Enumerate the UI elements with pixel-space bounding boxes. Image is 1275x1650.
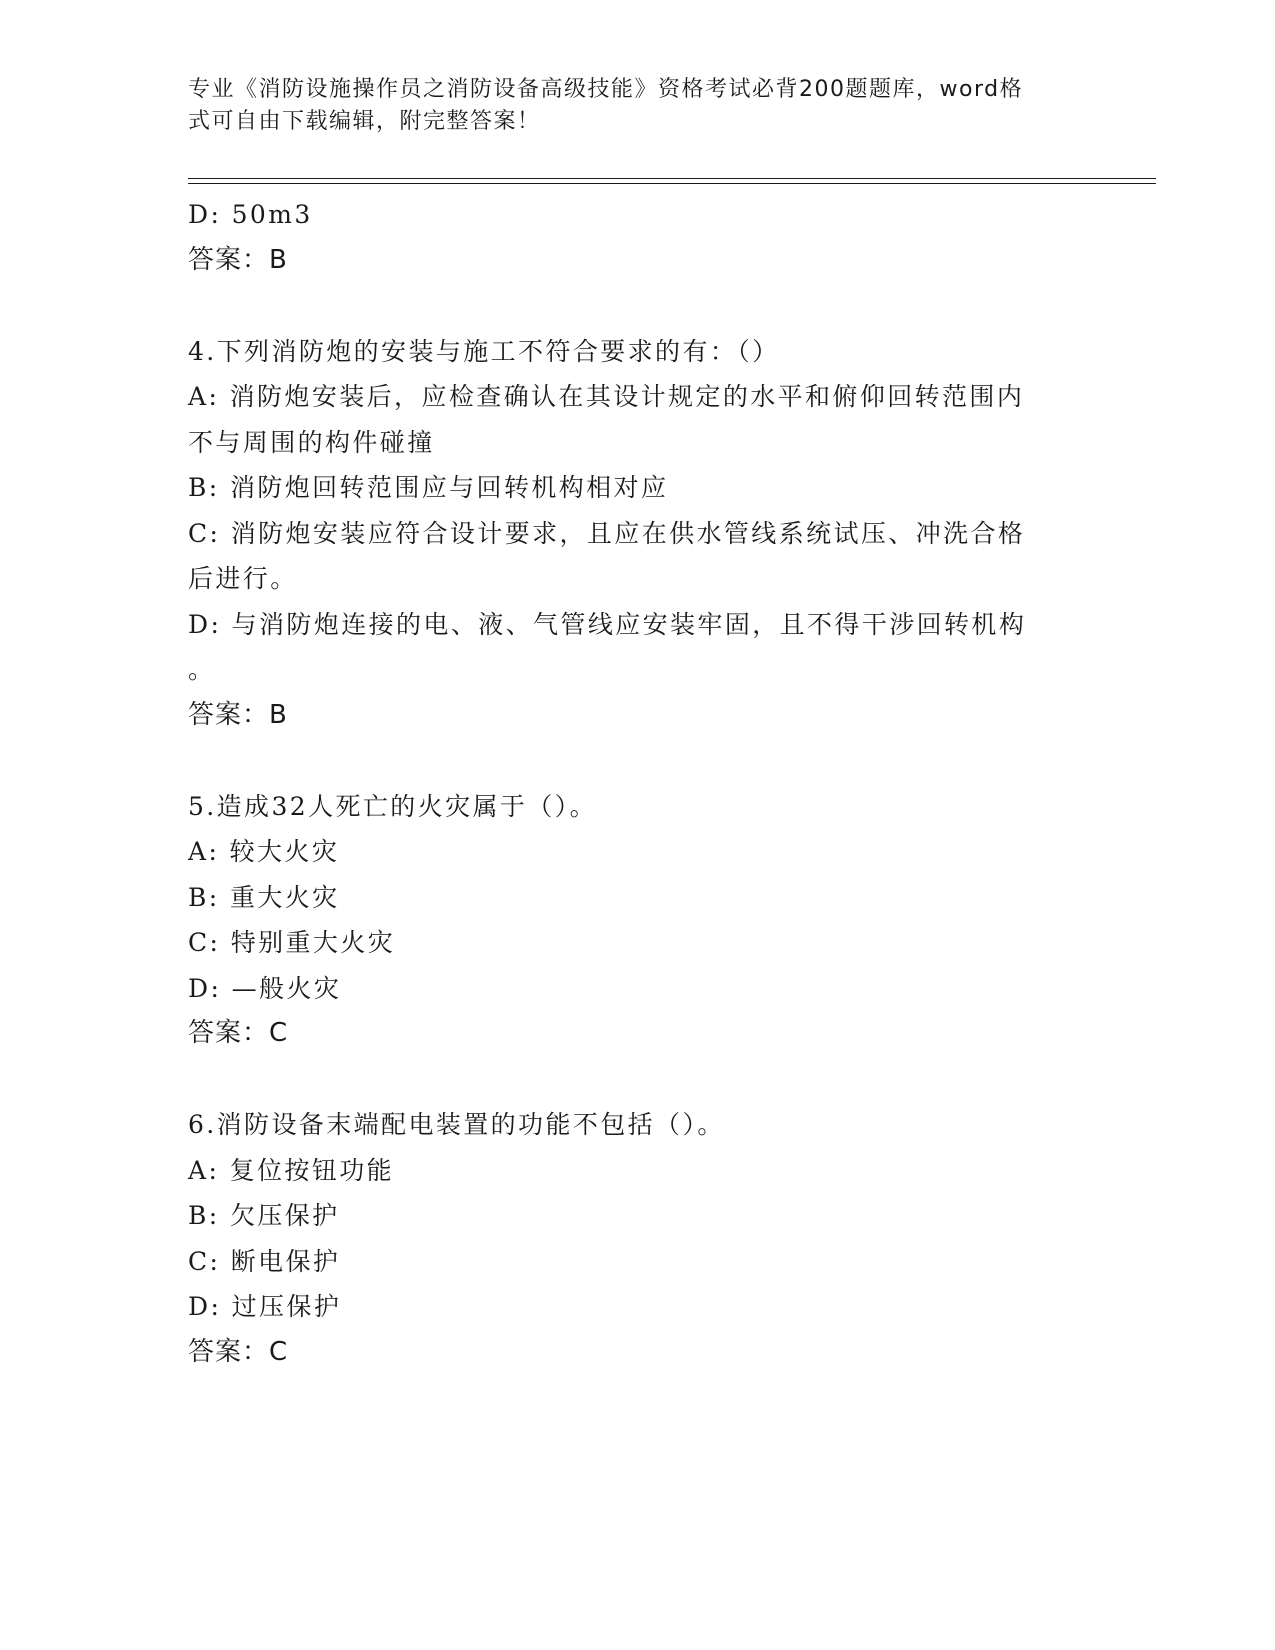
option-a: A: 复位按钮功能 [188, 1155, 395, 1185]
header-line-1: 专业《消防设施操作员之消防设备高级技能》资格考试必背200题题库，word格 [188, 77, 1024, 102]
answer-label: 答案：B [188, 699, 288, 730]
option-c: C: 特别重大火灾 [188, 928, 396, 957]
document-header [188, 74, 1068, 138]
header-line-2: 式可自由下载编辑，附完整答案！ [188, 109, 541, 134]
option-d: D: 50m3 [188, 200, 313, 229]
option-a: A: 较大火灾 [188, 837, 340, 866]
option-b: B: 欠压保护 [188, 1201, 340, 1230]
question-6 [188, 1102, 1088, 1375]
answer-label: 答案：C [188, 1018, 289, 1048]
answer-label: 答案：C [188, 1336, 289, 1367]
spacer [188, 283, 1088, 329]
option-a: A: 消防炮安装后，应检查确认在其设计规定的水平和俯仰回转范围内 [188, 382, 1025, 411]
option-c: C: 断电保护 [188, 1246, 341, 1276]
question-4 [188, 329, 1088, 739]
header-divider-top [188, 178, 1156, 179]
option-d-continued: 。 [188, 655, 216, 684]
header-divider-bottom [188, 183, 1156, 184]
question-stem: 5.造成32人死亡的火灾属于（）。 [188, 791, 597, 821]
answer-label: 答案：B [188, 244, 288, 275]
question-stem: 6.消防设备末端配电装置的功能不包括（）。 [188, 1110, 725, 1139]
previous-question-tail [188, 192, 1088, 283]
option-d: D: —般火灾 [188, 973, 342, 1003]
option-a-continued: 不与周围的构件碰撞 [188, 427, 435, 457]
option-b: B: 消防炮回转范围应与回转机构相对应 [188, 473, 669, 502]
document-body [188, 192, 1088, 1375]
question-5 [188, 784, 1088, 1057]
option-d: D: 过压保护 [188, 1292, 342, 1321]
option-c: C: 消防炮安装应符合设计要求，且应在供水管线系统试压、冲洗合格 [188, 518, 1026, 548]
spacer [188, 1057, 1088, 1103]
option-c-continued: 后进行。 [188, 564, 298, 593]
option-b: B: 重大火灾 [188, 882, 340, 912]
spacer [188, 738, 1088, 784]
question-stem: 4.下列消防炮的安装与施工不符合要求的有：（） [188, 336, 780, 366]
option-d: D: 与消防炮连接的电、液、气管线应安装牢固，且不得干涉回转机构 [188, 609, 1027, 639]
